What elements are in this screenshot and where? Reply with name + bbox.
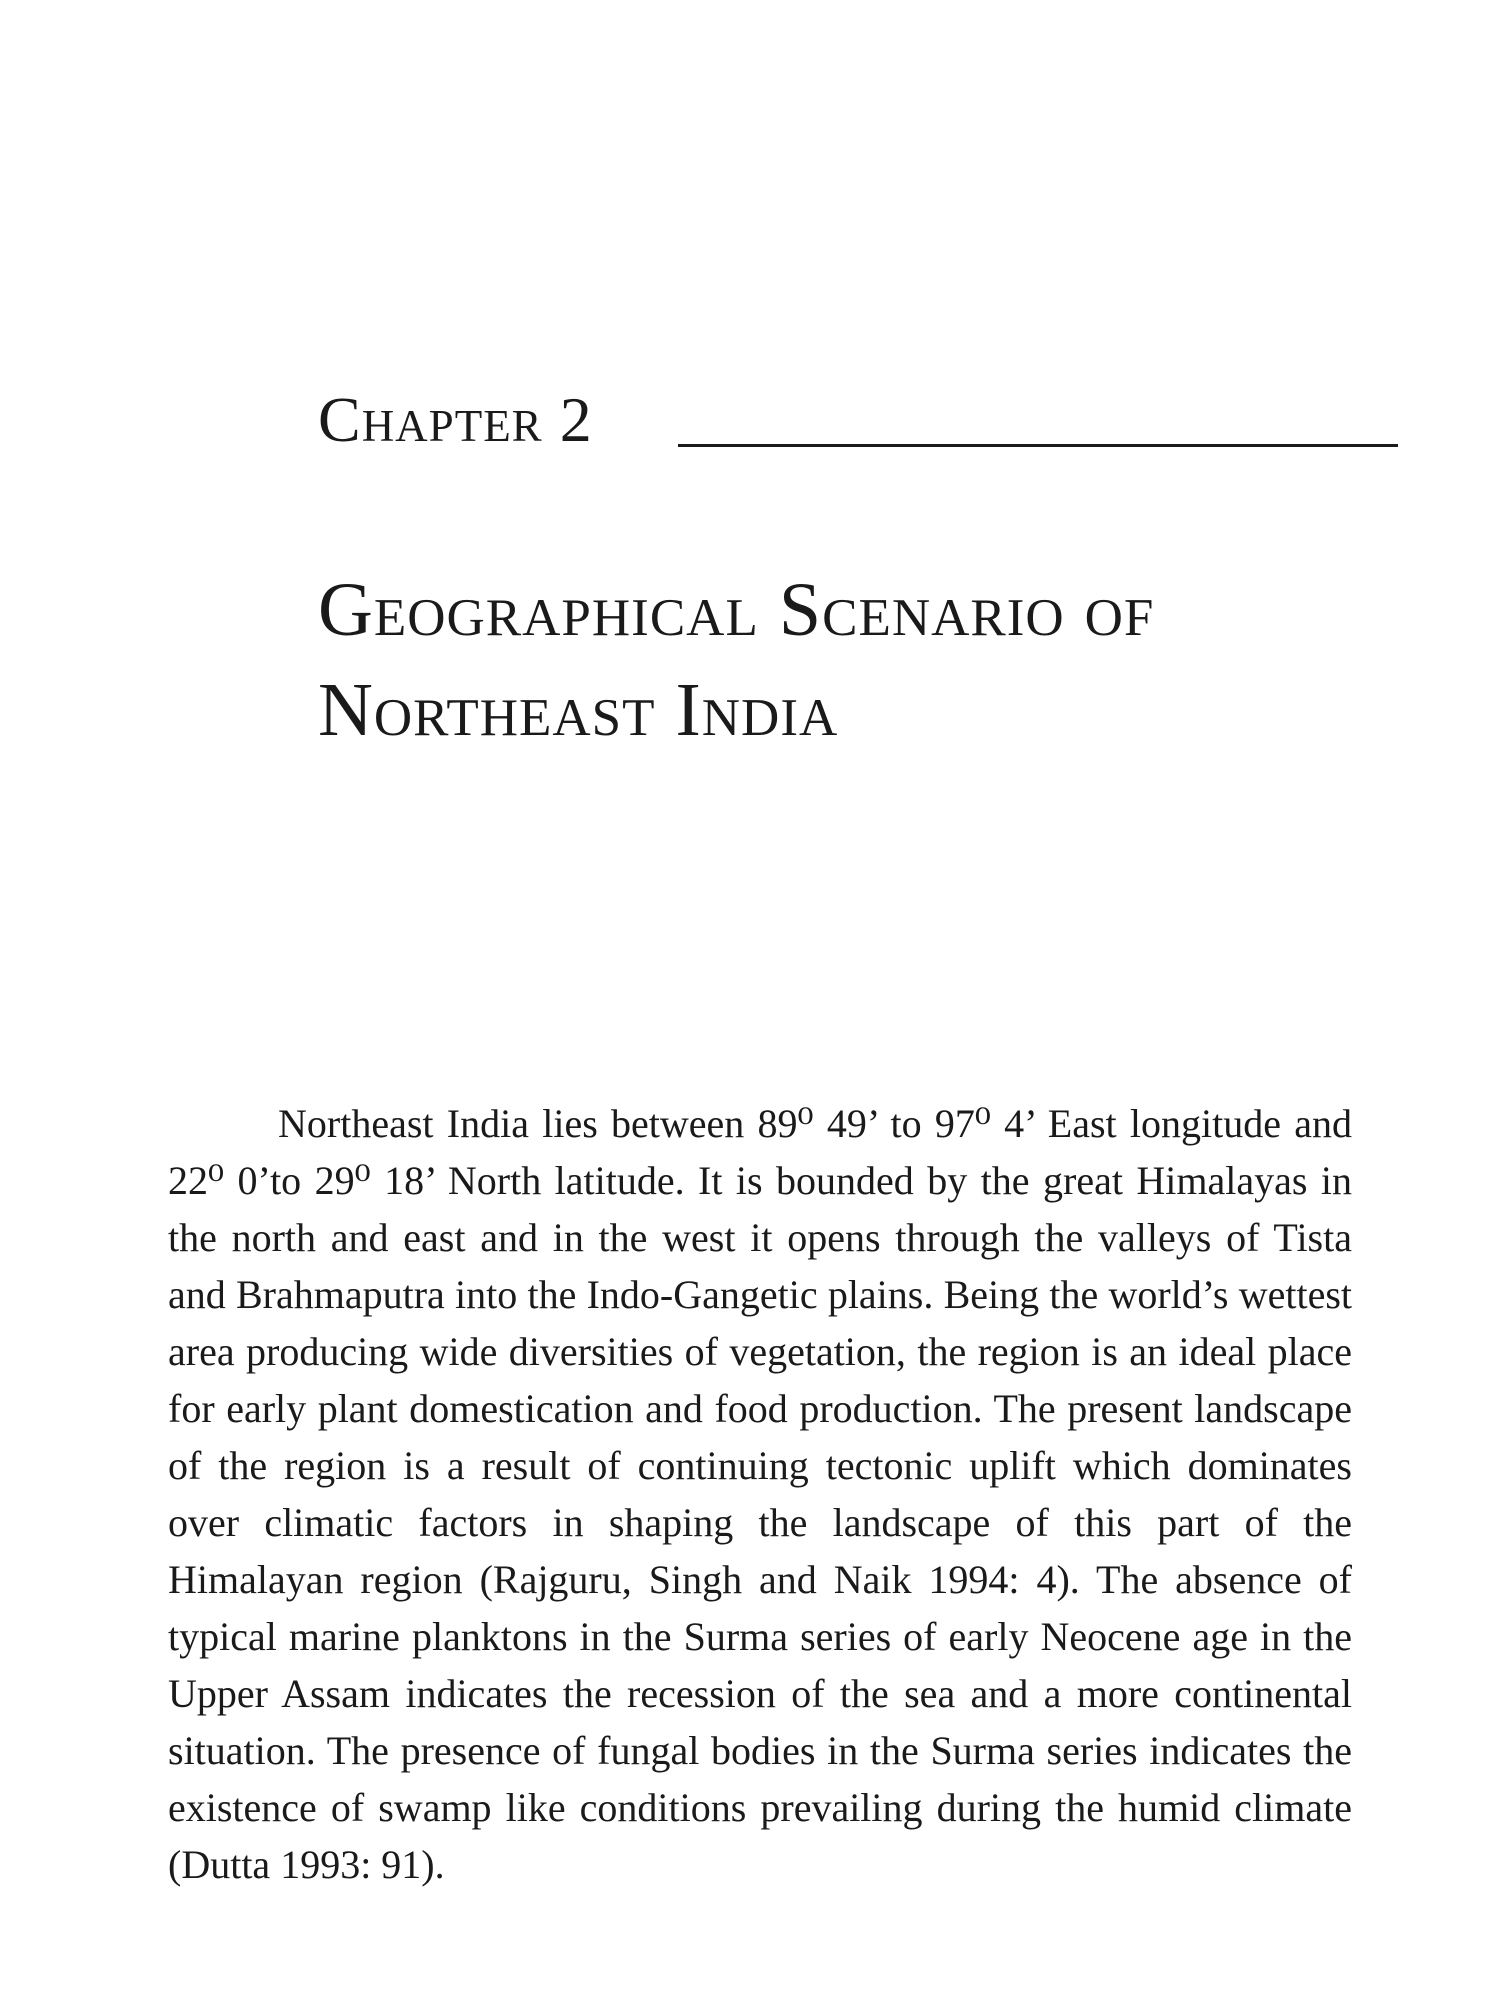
body-paragraph: Northeast India lies between 89⁰ 49’ to 97⁰ 4’ East longitude and 22⁰ 0’to 29⁰ 18’ North latitude. It is bounded by the great Himalayas in the north and east and in the west it opens through the valleys of Tista and Brahmaputra into the Indo-Gangetic plains. Being the world’s wettest area producing wide diversities of vegetation, the region is an ideal place for early plant domestication and food production. The present landscape of the region is a result of continuing tectonic uplift which dominates over climatic factors in shaping the landscape of this part of the Himalayan region (Rajguru, Singh and Naik 1994: 4). The absence of typical marine planktons in the Surma series of early Neocene age in the Upper Assam indicates the recession of the sea and a more continental situation. The presence of fungal bodies in the Surma series indicates the existence of swamp like conditions prevailing during the humid climate (Dutta 1993: 91). bbox=[168, 1101, 1352, 1887]
chapter-title-line-1: Geographical Scenario of bbox=[318, 568, 1155, 652]
chapter-heading bbox=[318, 380, 1398, 460]
chapter-title-line-2: Northeast India bbox=[318, 668, 839, 752]
chapter-rule bbox=[678, 444, 1398, 447]
chapter-label: Chapter 2 bbox=[318, 384, 593, 455]
chapter-title bbox=[318, 560, 1418, 760]
